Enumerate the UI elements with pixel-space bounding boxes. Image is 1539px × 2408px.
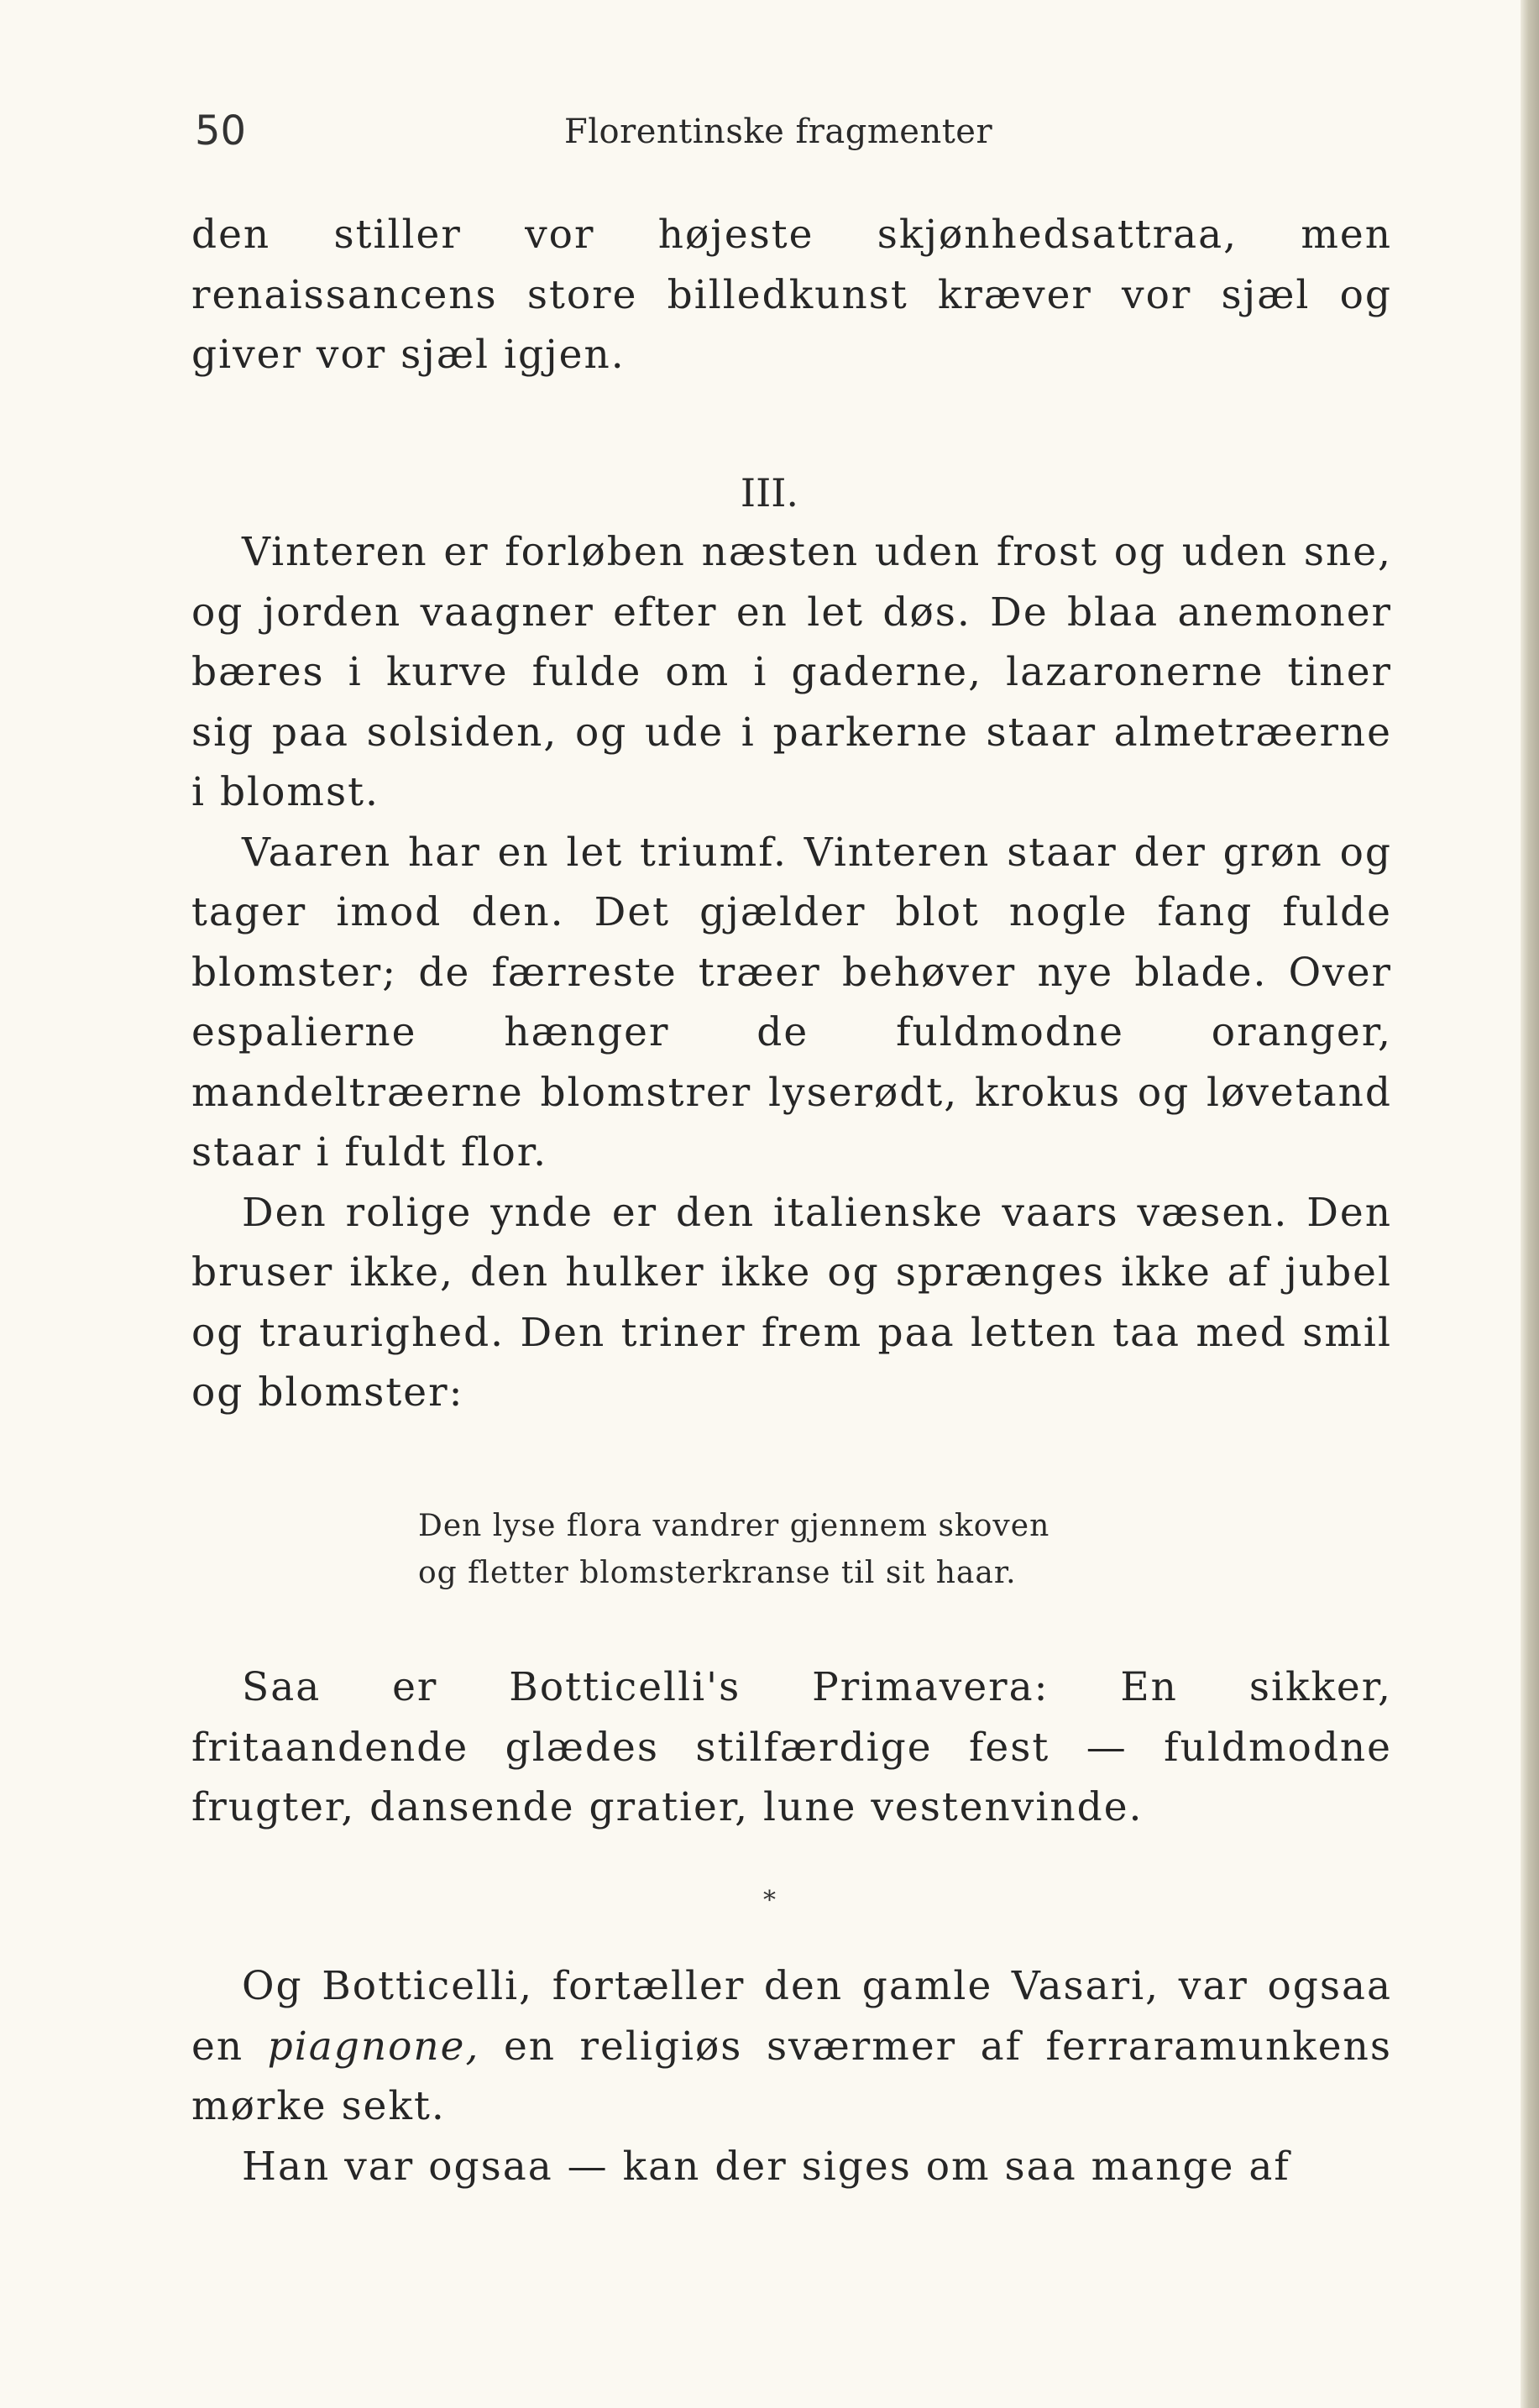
paragraph-botticelli-end: en religiøs sværmer af ferraramunkens mørke sekt. [191,2023,1392,2129]
section-paragraphs [191,522,1392,1423]
paragraph-vinteren: Vinteren er forløben næsten uden frost og uden sne, og jorden vaagner efter en let døs. De blaa anemoner bæres i kurve fulde om i gaderne, lazaronerne tiner sig paa solsiden, og ude i parkerne staar almetræerne i blomst. [191,529,1392,815]
running-title: Florentinske fragmenter [564,113,993,151]
paragraph-continuation: den stiller vor højeste skjønhedsattraa, men renaissancens store billedkunst kræver vor sjæl og giver vor sjæl igjen. [191,212,1392,378]
paragraph-last: Han var ogsaa — kan der siges om saa mange af [242,2143,1290,2190]
botticelli-paragraph-block [191,1956,1392,2196]
section-separator: * [763,1886,776,1915]
page-edge [1521,0,1539,2408]
section-heading: III. [740,470,799,516]
paragraph-botticelli [191,1956,1392,2137]
italic-piagnone: piagnone, [267,2023,480,2070]
paragraph-ynde: Den rolige ynde er den italienske vaars væsen. Den bruser ikke, den hulker ikke og sprænges ikke af jubel og traurighed. Den triner frem paa letten taa med smil og blomster: [191,1189,1392,1416]
verse-quote [418,1503,1258,1597]
opening-paragraph-block [191,205,1392,385]
paragraph-primavera: Saa er Botticelli's Primavera: En sikker, fritaandende glædes stilfærdige fest — fuldmodne frugter, dansende gratier, lune vestenvinde. [191,1664,1392,1830]
page-number: 50 [195,107,247,154]
verse-line-2: og fletter blomsterkranse til sit haar. [418,1556,1017,1590]
page-header [195,107,1387,166]
primavera-paragraph-block [191,1657,1392,1838]
verse-line-1: Den lyse flora vandrer gjennem skoven [418,1509,1050,1543]
paragraph-botticelli-start: Og Botticelli, fortæller den gamle Vasari, var ogsaa en [191,1963,1392,2070]
paragraph-vaaren: Vaaren har en let triumf. Vinteren staar der grøn og tager imod den. Det gjælder blot nogle fang fulde blomster; de færreste træer behøver nye blade. Over espalierne hænger de fuldmodne oranger, mandeltræerne blomstrer lyserødt, krokus og løvetand staar i fuldt flor. [191,829,1392,1175]
